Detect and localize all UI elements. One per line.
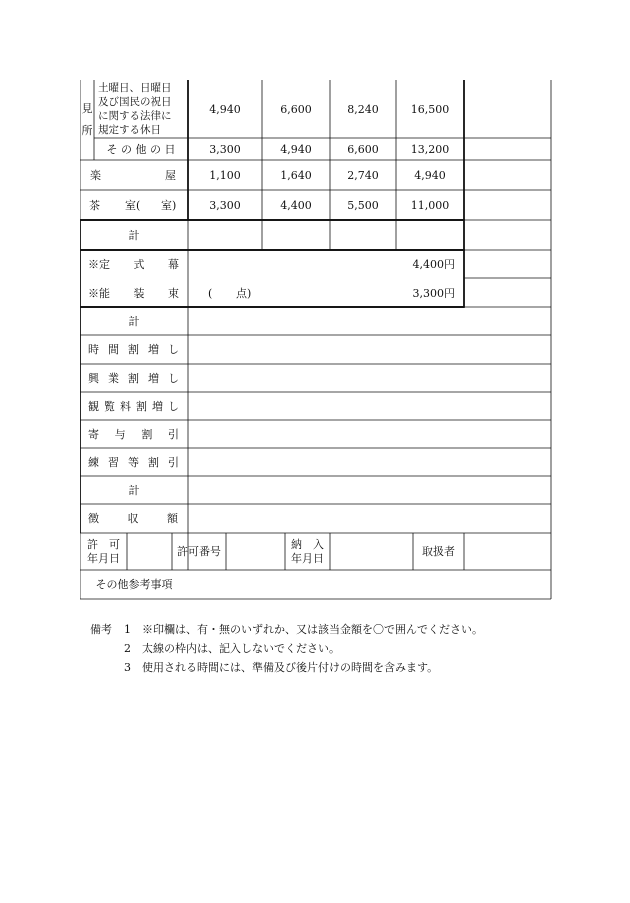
kanran-warimashi-label: 観 覧 料 割 増 し xyxy=(88,399,179,413)
remarks-heading: 備考 xyxy=(90,623,112,636)
gakuya-fee-1: 1,100 xyxy=(209,168,241,182)
subtotal-label-3: 計 xyxy=(128,483,140,497)
noushouzoku-amount: 3,300円 xyxy=(412,286,455,300)
gakuya-label: 楽 屋 xyxy=(90,168,176,182)
handler-label: 取扱者 xyxy=(422,545,455,558)
renshu-waribiki-label: 練 習 等 割 引 xyxy=(88,455,179,469)
kougyou-warimashi-label: 興 業 割 増 し xyxy=(88,371,179,385)
other-days-label: そ の 他 の 日 xyxy=(106,142,176,156)
other-days-fee-2: 4,940 xyxy=(280,142,312,156)
noushouzoku-label: ※能 装 束 xyxy=(88,286,179,300)
remark-item: 備考 1 ※印欄は、有・無のいずれか、又は該当金額を〇で囲んでください。 xyxy=(90,620,483,639)
subtotal-label-2: 計 xyxy=(128,314,140,328)
gakuya-fee-2: 1,640 xyxy=(280,168,312,182)
kiyo-waribiki-label: 寄 与 割 引 xyxy=(88,427,179,441)
teishikimaku-label: ※定 式 幕 xyxy=(88,258,179,271)
holiday-label: 土曜日、日曜日 及び国民の祝日 に関する法律に 規定する休日 xyxy=(98,82,172,136)
other-notes-label: その他参考事項 xyxy=(95,578,173,591)
permit-date-label: 許 可 年月日 xyxy=(87,537,120,565)
choushu-label: 徴 収 額 xyxy=(88,512,178,525)
chashitsu-fee-4: 11,000 xyxy=(410,198,450,212)
noushouzoku-points: ( 点) xyxy=(208,286,252,300)
remarks xyxy=(90,620,483,677)
chashitsu-fee-1: 3,300 xyxy=(209,198,241,212)
jikan-warimashi-label: 時 間 割 増 し xyxy=(88,343,179,356)
chashitsu-fee-3: 5,500 xyxy=(347,198,379,212)
teishikimaku-amount: 4,400円 xyxy=(412,258,455,271)
holiday-fee-3: 8,240 xyxy=(347,102,379,116)
holiday-fee-4: 16,500 xyxy=(410,102,450,116)
permit-number-label: 許可番号 xyxy=(177,545,221,558)
remark-item: 3 使用される時間には、準備及び後片付けの時間を含みます。 xyxy=(124,661,439,674)
other-days-fee-3: 6,600 xyxy=(347,142,379,156)
subtotal-label-1: 計 xyxy=(128,228,140,242)
chashitsu-label: 茶 室( 室) xyxy=(89,198,177,212)
chashitsu-fee-2: 4,400 xyxy=(280,198,312,212)
other-days-fee-1: 3,300 xyxy=(209,142,241,156)
gakuya-fee-4: 4,940 xyxy=(414,168,446,182)
holiday-fee-1: 4,940 xyxy=(209,102,241,116)
venue-label-bottom: 所 xyxy=(81,123,93,137)
gakuya-fee-3: 2,740 xyxy=(347,168,379,182)
fee-application-form xyxy=(80,80,552,600)
remark-item: 2 太線の枠内は、記入しないでください。 xyxy=(124,642,340,655)
venue-label-top: 見 xyxy=(81,101,93,115)
holiday-fee-2: 6,600 xyxy=(280,102,312,116)
other-days-fee-4: 13,200 xyxy=(410,142,450,156)
payment-date-label: 納 入 年月日 xyxy=(291,537,324,565)
